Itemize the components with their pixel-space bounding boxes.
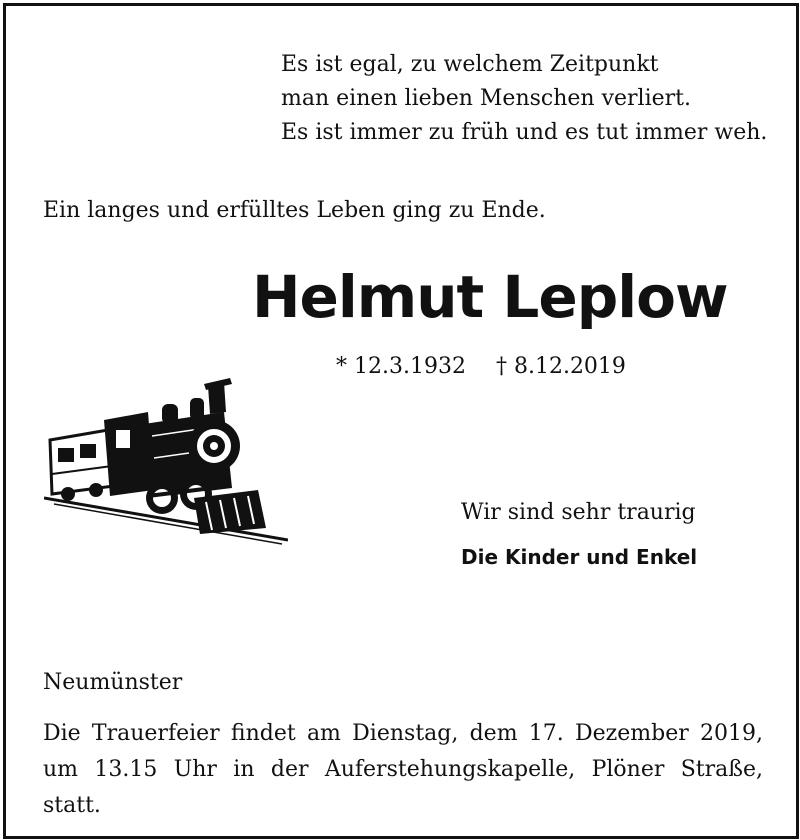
quote-line: Es ist immer zu früh und es tut immer weh. [281, 120, 768, 145]
signature: Die Kinder und Enkel [461, 545, 698, 569]
quote-line: man einen lieben Menschen verliert. [281, 86, 691, 111]
steam-locomotive-icon [44, 378, 288, 550]
death-date: † 8.12.2019 [495, 354, 626, 379]
intro-text: Ein langes und erfülltes Leben ging zu Ende. [43, 198, 546, 223]
life-dates [336, 350, 626, 384]
deceased-name: Helmut Leplow [252, 263, 728, 331]
quote-block [281, 48, 767, 150]
obituary-notice [3, 3, 799, 839]
place-name: Neumünster [43, 670, 183, 695]
quote-line: Es ist egal, zu welchem Zeitpunkt [281, 52, 659, 77]
service-line: Die Trauerfeier findet am Dienstag, dem 17. Dezember 2019, [43, 721, 763, 746]
funeral-service-info [43, 716, 763, 824]
service-line: um 13.15 Uhr in der Auferstehungskapelle, Plöner Straße, [43, 757, 763, 782]
service-line: statt. [43, 793, 101, 818]
birth-date: * 12.3.1932 [336, 354, 466, 379]
mourners-line: Wir sind sehr traurig [461, 500, 696, 525]
